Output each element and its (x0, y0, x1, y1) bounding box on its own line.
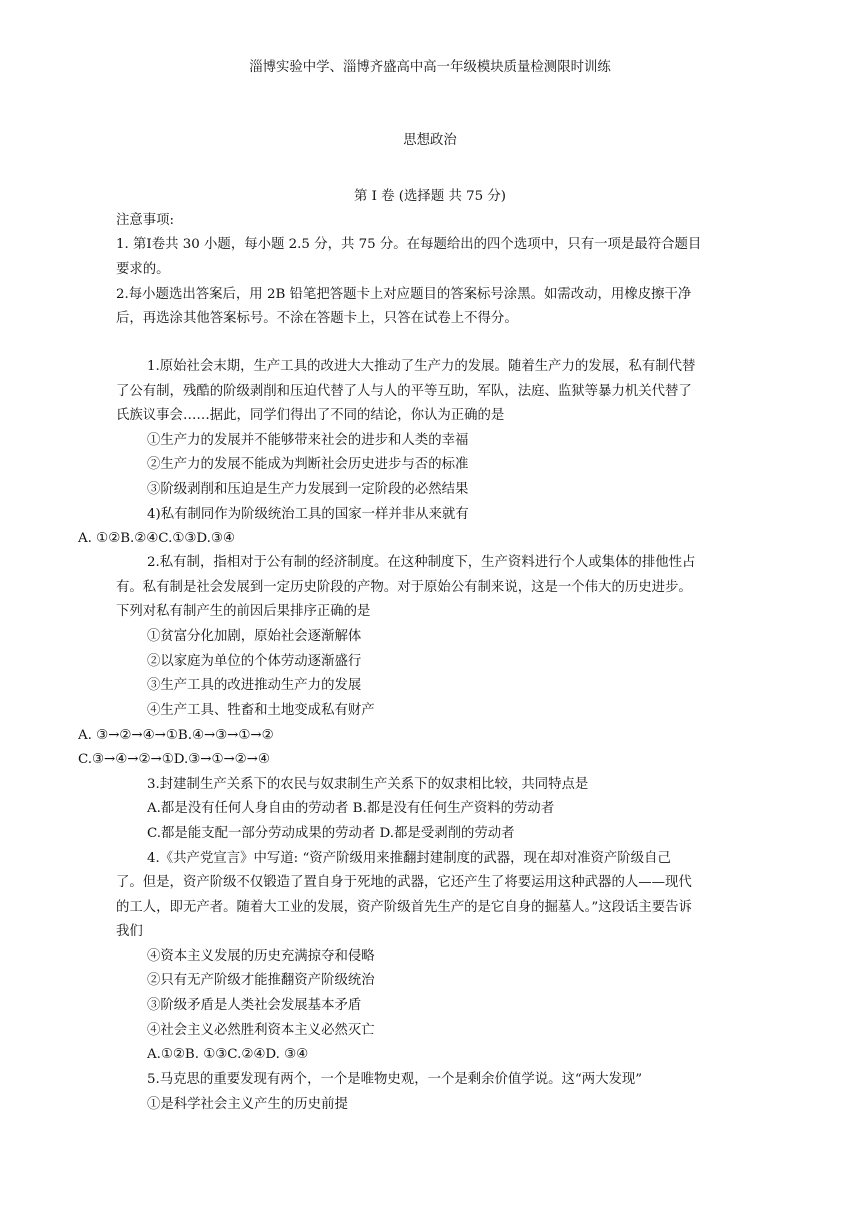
q4-statement: ②只有无产阶级才能推翻资产阶级统治 (147, 973, 375, 988)
notes-item-1-cont: 要求的。 (116, 262, 170, 277)
q1-options: A. ①②B.②④C.①③D.③④ (78, 531, 235, 546)
q2-options: A. ③→②→④→①B.④→③→①→② (78, 728, 274, 743)
q1-stem: 1.原始社会末期，生产工具的改进大大推动了生产力的发展。随着生产力的发展，私有制代替 (147, 359, 696, 374)
q2-statement: ②以家庭为单位的个体劳动逐渐盛行 (147, 654, 362, 669)
volume-title: 第 Ⅰ 卷 (选择题 共 75 分) (353, 189, 507, 204)
q4-statement: ④资本主义发展的历史充满掠夺和侵略 (147, 949, 375, 964)
q4-stem: 了。但是，资产阶级不仅锻造了置自身于死地的武器，它还产生了将要运用这种武器的人——现代 (116, 875, 692, 890)
q4-options: A.①②B. ①③C.②④D. ③④ (147, 1047, 309, 1062)
subject-title: 思想政治 (403, 133, 457, 148)
q3-options: C.都是能支配一部分劳动成果的劳动者 D.都是受剥削的劳动者 (147, 826, 515, 841)
q4-statement: ④社会主义必然胜利资本主义必然灭亡 (147, 1023, 375, 1038)
q4-stem: 的工人，即无产者。随着大工业的发展，资产阶级首先生产的是它自身的掘墓人。”这段话主要告诉 (116, 900, 692, 915)
q3-options: A.都是没有任何人身自由的劳动者 B.都是没有任何生产资料的劳动者 (147, 801, 555, 816)
q5-stem: 5.马克思的重要发现有两个，一个是唯物史观，一个是剩余价值学说。这“两大发现” (147, 1072, 643, 1087)
q1-statement: ①生产力的发展并不能够带来社会的进步和人类的幸福 (147, 433, 469, 448)
notes-title: 注意事项: (116, 213, 175, 228)
school-header: 淄博实验中学、淄博齐盛高中高一年级模块质量检测限时训练 (249, 60, 611, 75)
notes-item-2-cont: 后，再选涂其他答案标号。不涂在答题卡上，只答在试卷上不得分。 (116, 311, 518, 326)
q2-stem: 2.私有制，指相对于公有制的经济制度。在这种制度下，生产资料进行个人或集体的排他性占 (147, 555, 696, 570)
q1-statement: ③阶级剥削和压迫是生产力发展到一定阶段的必然结果 (147, 482, 469, 497)
q3-stem: 3.封建制生产关系下的农民与奴隶制生产关系下的奴隶相比较，共同特点是 (147, 777, 589, 792)
q2-stem: 下列对私有制产生的前因后果排序正确的是 (116, 604, 371, 619)
q4-stem: 我们 (116, 924, 143, 939)
q1-statement: 4)私有制同作为阶级统治工具的国家一样并非从来就有 (147, 507, 469, 522)
q2-stem: 有。私有制是社会发展到一定历史阶段的产物。对于原始公有制来说，这是一个伟大的历史进步。 (116, 580, 692, 595)
q1-stem: 了公有制，残酷的阶级剥削和压迫代替了人与人的平等互助，军队，法庭、监狱等暴力机关代替了 (116, 384, 692, 399)
q4-statement: ③阶级矛盾是人类社会发展基本矛盾 (147, 998, 362, 1013)
q1-statement: ②生产力的发展不能成为判断社会历史进步与否的标准 (147, 457, 469, 472)
q4-stem: 4.《共产党宣言》中写道: “资产阶级用来推翻封建制度的武器，现在却对准资产阶级自己 (147, 851, 671, 866)
q5-statement: ①是科学社会主义产生的历史前提 (147, 1097, 348, 1112)
q1-stem: 氏族议事会……据此，同学们得出了不同的结论，你认为正确的是 (116, 408, 505, 423)
q2-statement: ④生产工具、牲畜和土地变成私有财产 (147, 703, 375, 718)
q2-options: C.③→④→②→①D.③→①→②→④ (78, 752, 270, 767)
notes-item-1: 1. 第Ⅰ卷共 30 小题，每小题 2.5 分，共 75 分。在每题给出的四个选项中，只有一项是最符合题目 (116, 237, 702, 252)
q2-statement: ①贫富分化加剧，原始社会逐渐解体 (147, 629, 362, 644)
notes-item-2: 2.每小题选出答案后，用 2B 铅笔把答题卡上对应题目的答案标号涂黑。如需改动，用橡皮擦干净 (116, 287, 692, 302)
q2-statement: ③生产工具的改进推动生产力的发展 (147, 678, 362, 693)
